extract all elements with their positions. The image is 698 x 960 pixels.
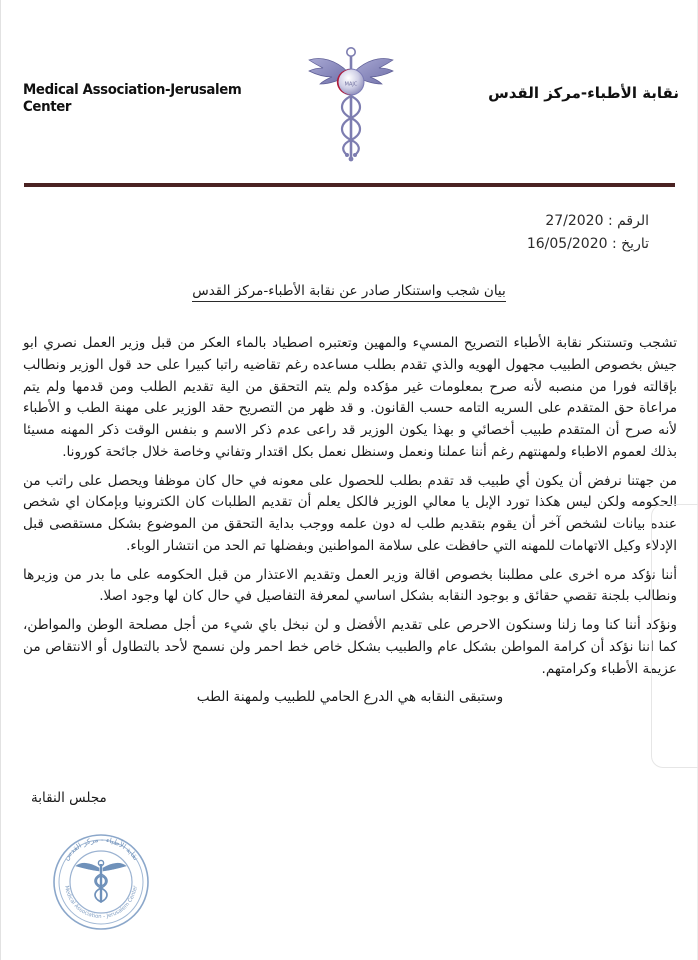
document-meta [349,210,649,256]
svg-text:Medical Association - Jerusale: Medical Association - Jerusalem Center [63,885,139,921]
document-sheet [1,0,697,960]
organization-name-english: Medical Association-Jerusalem Center [23,82,242,116]
letterhead [1,40,697,170]
official-round-stamp-icon [45,826,157,938]
signature-label: مجلس النقابة [31,790,107,806]
paragraph-3: أننا نؤكد مره اخرى على مطلبنا بخصوص اقالة وزير العمل وتقديم الاعتذار من قبل الحكومه على ما بدر من وزيرها ونطالب بلجنة تقصي حقائق و بوجود النقابه بشكل اساسي لمعرفة التفاصيل في حال كان لها وجود اصلا. [23,566,677,605]
reference-number-value: 27/2020 [545,213,604,229]
svg-text:نقابة الأطباء - مركز القدس: نقابة الأطباء - مركز القدس [61,834,141,862]
header-divider [24,183,675,187]
reference-number-row [349,210,649,233]
svg-text:MAJC: MAJC [344,81,358,88]
document-title [1,283,697,299]
date-value: 16/05/2020 [526,236,608,253]
caduceus-logo-icon [303,42,399,166]
document-title-text: بيان شجب واستنكار صادر عن نقابة الأطباء-مركز القدس [192,283,506,302]
paragraph-1: تشجب وتستنكر نقابة الأطباء التصريح المسيء والمهين وتعتبره اصطياد بالماء العكر من قبل وزير العمل نصري ابو جيش بخصوص الطبيب مجهول الهويه والذي تقدم بطلب مساعده رغم تقاضيه راتبا كبيرا على حد قول الوزير ونطالب بإقالته فورا من منصبه لأنه صرح بمعلومات غير مؤكده ولم يتم التحقق من الية تقديم الطلب ومن قدمها ولم يتم مراعاة حق المتقدم على السريه التامه حسب القانون. و قد ظهر من التصريح حقد الوزير على مهنة الطب و الأطباء لأنه صرح أن المتقدم طبيب أخصائي و بهذا يكون الوزير قد راعى عدم ذكر الاسم و بنفس الوقت ذكر المهنه مسيئا بذلك لعموم الاطباء ولمهنتهم رغم أننا عملنا ونعمل وسنظل نعمل بكل اقتدار وتفاني وخاصة خلال جائحة كورونا. [23,335,677,460]
paragraph-4: ونؤكد أننا كنا وما زلنا وسنكون الاحرص على تقديم الأفضل و لن نبخل باي شيء من أجل مصلحة الوطن والمواطن، كما اننا نؤكد أن كرامة المواطن بشكل عام والطبيب بشكل خاص خط احمر ولن نسمح لأحد بالتطاول أو الانتقاص من عزيمة الأطباء وكرامتهم. [23,617,677,677]
paragraph-2: من جهتنا نرفض أن يكون أي طبيب قد تقدم بطلب للحصول على معونه في حال كان موظفا ويحصل على راتب من الحكومه ولكن ليس هكذا تورد الإبل يا معالي الوزير فالكل يعلم أن تقديم الطلبات كان الكترونيا وبإمكان اي شخص عنده بيانات لشخص آخر أن يقوم بتقديم طلب له دون علمه ووجب بداية التحقق من الموضوع بشكل مستقصى قبل الإدلاء وكيل الاتهامات للمهنه التي حافظت على سلامة المواطنين وبفضلها تم الحد من انتشار الوباء. [23,472,677,554]
date-label: تاريخ : [611,236,649,253]
document-body [23,333,677,716]
date-row [349,233,649,256]
organization-name-arabic: نقابة الأطباء-مركز القدس [488,84,679,102]
closing-line: وستبقى النقابه هي الدرع الحامي للطبيب ولمهنة الطب [196,689,504,706]
reference-number-label: الرقم : [607,213,649,229]
